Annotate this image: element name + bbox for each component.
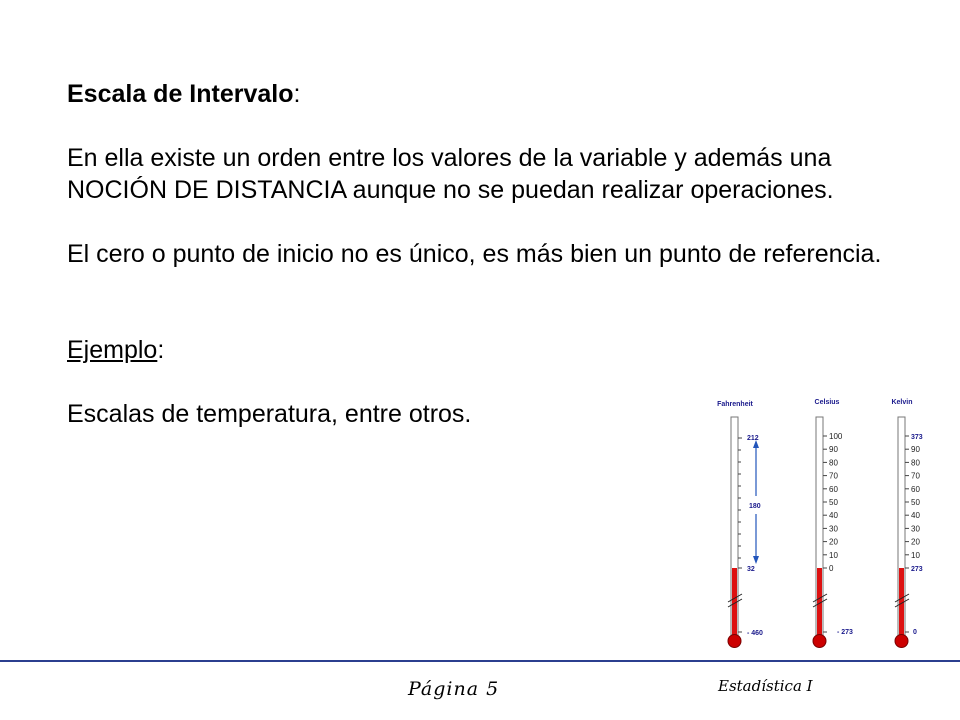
kelvin-tick-label: 10 bbox=[911, 550, 920, 560]
celsius-tick-label: 20 bbox=[829, 537, 838, 547]
temperature-scales-figure bbox=[690, 390, 950, 665]
celsius-tick-label: 10 bbox=[829, 550, 838, 560]
fahrenheit-boiling: 212 bbox=[747, 435, 759, 442]
celsius-tick-label: 50 bbox=[829, 498, 838, 507]
fahrenheit-interval-arrow bbox=[753, 440, 759, 564]
kelvin-tick-label: 40 bbox=[911, 511, 920, 521]
example-colon: : bbox=[157, 336, 165, 364]
celsius-tick-label: 30 bbox=[829, 524, 838, 534]
course-name: Estadística I bbox=[718, 677, 813, 695]
page-number: Página 5 bbox=[408, 678, 500, 700]
celsius-tick-label: 0 bbox=[829, 564, 834, 573]
celsius-tick-label: 80 bbox=[829, 458, 838, 468]
kelvin-tick-label: 50 bbox=[911, 498, 920, 507]
kelvin-tick-label: 20 bbox=[911, 537, 920, 547]
kelvin-top: 373 bbox=[911, 434, 923, 441]
fahrenheit-label: Fahrenheit bbox=[717, 401, 753, 408]
thermometer-fahrenheit bbox=[717, 401, 763, 648]
celsius-tick-label: 100 bbox=[829, 432, 843, 441]
kelvin-tick-label: 60 bbox=[911, 484, 920, 494]
celsius-tick-label: 90 bbox=[829, 445, 838, 455]
kelvin-bulb bbox=[895, 635, 908, 648]
kelvin-absolute-zero: 0 bbox=[913, 629, 917, 636]
heading-text: Escala de Intervalo bbox=[67, 80, 294, 108]
kelvin-label: Kelvin bbox=[891, 399, 913, 406]
kelvin-tick-label: 30 bbox=[911, 524, 920, 534]
fahrenheit-absolute-zero: - 460 bbox=[747, 630, 763, 637]
celsius-tick-label: 40 bbox=[829, 511, 838, 521]
thermometer-celsius bbox=[813, 399, 853, 648]
fahrenheit-freezing: 32 bbox=[747, 566, 755, 573]
heading-colon: : bbox=[293, 80, 301, 108]
celsius-label: Celsius bbox=[814, 399, 840, 406]
section-heading bbox=[67, 78, 917, 110]
celsius-bulb bbox=[813, 635, 826, 648]
thermometer-kelvin bbox=[891, 399, 922, 648]
example-text: Escalas de temperatura, entre otros. bbox=[67, 400, 472, 428]
kelvin-tick-labels bbox=[905, 445, 920, 560]
footer-divider bbox=[0, 659, 960, 663]
fahrenheit-interval: 180 bbox=[749, 503, 761, 510]
zero-point-paragraph: El cero o punto de inicio no es único, es más bien un punto de referencia. bbox=[67, 240, 882, 268]
kelvin-tick-label: 90 bbox=[911, 445, 920, 455]
kelvin-tick-label: 80 bbox=[911, 458, 920, 468]
slide-body bbox=[67, 78, 917, 430]
example-label: Ejemplo bbox=[67, 336, 158, 364]
celsius-absolute-zero: - 273 bbox=[837, 629, 853, 636]
fahrenheit-bulb bbox=[728, 635, 741, 648]
kelvin-freezing: 273 bbox=[911, 566, 923, 573]
example-heading bbox=[67, 334, 917, 366]
celsius-tick-label: 60 bbox=[829, 484, 838, 494]
definition-paragraph: En ella existe un orden entre los valores de la variable y además una NOCIÓN DE DISTANCIA aunque no se puedan realizar operaciones. bbox=[67, 144, 834, 204]
celsius-tick-labels bbox=[823, 432, 843, 573]
kelvin-tick-label: 70 bbox=[911, 471, 920, 481]
celsius-tick-label: 70 bbox=[829, 471, 838, 481]
